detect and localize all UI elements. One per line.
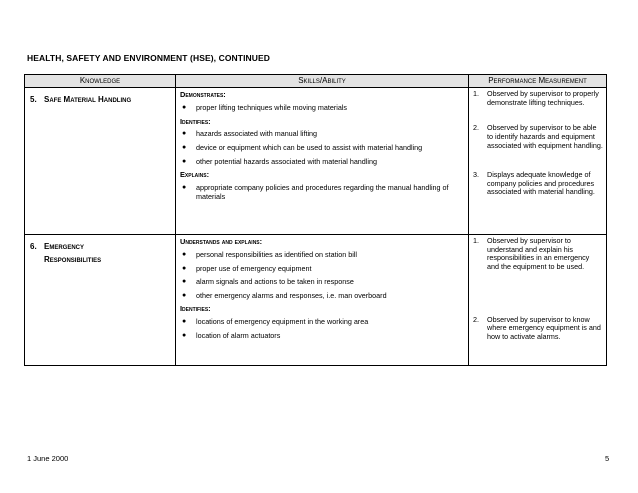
- skill-item: [180, 292, 464, 301]
- performance-number: 2.: [473, 314, 479, 324]
- performance-number: 1.: [473, 236, 479, 245]
- skill-item: [180, 158, 464, 167]
- bullet-icon: ●: [182, 130, 187, 138]
- table-row: [25, 88, 607, 235]
- column-header-skills: Skills/Ability: [176, 75, 469, 88]
- performance-item: [473, 171, 603, 197]
- bullet-icon: ●: [182, 318, 187, 326]
- bullet-icon: ●: [182, 184, 187, 192]
- skills-heading: Understands and explains:: [180, 237, 263, 246]
- row-number: 5.: [30, 95, 37, 104]
- skill-text: proper use of emergency equipment: [196, 263, 312, 273]
- table-header-row: [25, 75, 607, 88]
- skill-text: alarm signals and actions to be taken in response: [196, 277, 354, 287]
- skill-item: [180, 104, 464, 113]
- skill-text: locations of emergency equipment in the working area: [196, 317, 369, 327]
- skill-text: personal responsibilities as identified on station bill: [196, 249, 358, 259]
- page-number: 5: [605, 454, 610, 463]
- skills-cell: [176, 88, 469, 235]
- skill-item: [180, 144, 464, 153]
- performance-item: [473, 90, 603, 107]
- performance-number: 1.: [473, 89, 479, 98]
- bullet-icon: ●: [182, 278, 187, 286]
- knowledge-title: Safe Material Handling: [44, 95, 132, 104]
- performance-text: Observed by supervisor to understand and explain his responsibilities in an emergency and the equipment to be used.: [487, 236, 590, 271]
- skill-item: [180, 130, 464, 139]
- bullet-icon: ●: [182, 291, 187, 299]
- knowledge-title: Emergency: [44, 242, 85, 251]
- skill-item: [180, 184, 464, 201]
- performance-text: Observed by supervisor to know where emergency equipment is and how to activate alarms.: [487, 314, 601, 341]
- performance-cell: [469, 235, 607, 366]
- bullet-icon: ●: [182, 157, 187, 165]
- hse-competency-table: [24, 74, 607, 366]
- row-number: 6.: [30, 242, 37, 251]
- performance-text: Observed by supervisor to properly demonstrate lifting techniques.: [487, 89, 599, 107]
- skill-item: [180, 318, 464, 327]
- skill-text: other emergency alarms and responses, i.e. man overboard: [196, 290, 387, 300]
- skill-item: [180, 332, 464, 341]
- page-heading: HEALTH, SAFETY AND ENVIRONMENT (HSE), CONTINUED: [27, 53, 271, 63]
- knowledge-cell: [25, 235, 176, 366]
- bullet-icon: ●: [182, 264, 187, 272]
- skill-text: appropriate company policies and procedures regarding the manual handling of materials: [196, 183, 449, 201]
- performance-item: [473, 237, 603, 272]
- footer-date: 1 June 2000: [27, 454, 69, 463]
- skills-heading: Demonstrates:: [180, 90, 226, 99]
- skill-text: location of alarm actuators: [196, 330, 281, 340]
- skill-item: [180, 265, 464, 274]
- bullet-icon: ●: [182, 103, 187, 111]
- table-row: [25, 235, 607, 366]
- skills-cell: [176, 235, 469, 366]
- column-header-performance: Performance Measurement: [469, 75, 607, 88]
- performance-text: Displays adequate knowledge of company policies and procedures associated with material handling.: [487, 170, 595, 197]
- skill-item: [180, 278, 464, 287]
- skill-item: [180, 251, 464, 260]
- bullet-icon: ●: [182, 144, 187, 152]
- skills-heading: Explains:: [180, 170, 210, 180]
- performance-item: [473, 124, 603, 150]
- performance-cell: [469, 88, 607, 235]
- column-header-knowledge: Knowledge: [25, 75, 176, 88]
- skill-text: proper lifting techniques while moving materials: [196, 102, 348, 112]
- skill-text: other potential hazards associated with material handling: [196, 156, 377, 166]
- performance-text: Observed by supervisor to be able to identify hazards and equipment associated with equipment handling.: [487, 123, 603, 150]
- skill-text: device or equipment which can be used to assist with material handling: [196, 143, 423, 153]
- knowledge-cell: [25, 88, 176, 235]
- performance-number: 3.: [473, 170, 479, 180]
- knowledge-title-continued: Responsibilities: [44, 255, 102, 264]
- skills-heading: Identifies:: [180, 116, 211, 126]
- skill-text: hazards associated with manual lifting: [196, 129, 318, 139]
- performance-number: 2.: [473, 123, 479, 133]
- skills-heading: Identifies:: [180, 304, 211, 314]
- bullet-icon: ●: [182, 331, 187, 339]
- performance-item: [473, 316, 603, 342]
- bullet-icon: ●: [182, 250, 187, 258]
